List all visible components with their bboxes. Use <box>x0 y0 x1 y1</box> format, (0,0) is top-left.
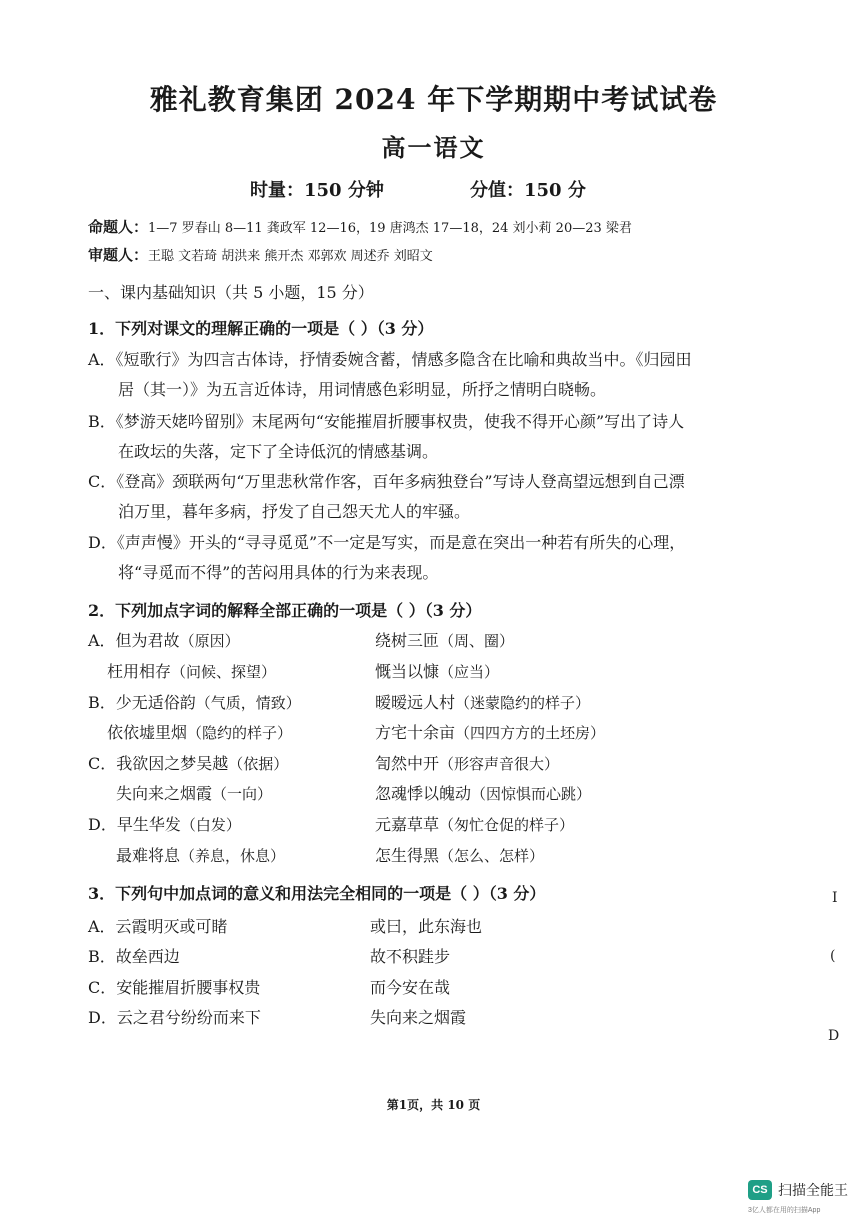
q3-row: A．云霞明灭或可睹 <box>88 917 228 936</box>
question-3-stem: 3．下列句中加点词的意义和用法完全相同的一项是（ ）（3 分） <box>88 884 546 903</box>
q3-row: C．安能摧眉折腰事权贵 <box>88 978 261 997</box>
section-heading: 一、课内基础知识（共 5 小题，15 分） <box>88 283 374 302</box>
q2-row: C．我欲因之梦吴越（依据） <box>88 754 289 773</box>
edge-mark: D <box>828 1028 840 1044</box>
q2-row: 方宅十余亩（四四方方的土坯房） <box>375 723 606 742</box>
q1-option-a <box>88 345 692 405</box>
q2-row: 元嘉草草（匆忙仓促的样子） <box>375 815 575 834</box>
q2-row: 暧暧远人村（迷蒙隐约的样子） <box>375 693 591 712</box>
edge-mark: I <box>832 890 838 906</box>
q1-option-b <box>88 407 684 467</box>
q1-option-c-line1: C．《登高》颈联两句“万里悲秋常作客，百年多病独登台”写诗人登高望远想到自己漂 <box>88 472 685 491</box>
exam-subject: 高一语文 <box>381 133 486 162</box>
q3-row: 或曰，此东海也 <box>370 917 483 936</box>
authors-line <box>88 216 632 237</box>
authors-text: 1—7 罗春山 8—11 龚政军 12—16，19 唐鸿杰 17—18，24 刘小莉 20—23 梁君 <box>148 221 632 236</box>
q2-row: 忽魂悸以魄动（因惊惧而心跳） <box>375 784 592 803</box>
q1-option-d <box>88 528 685 588</box>
exam-title: 雅礼教育集团 2024 年下学期期中考试试卷 <box>149 83 718 116</box>
q3-row: B．故垒西边 <box>88 947 180 966</box>
q2-row: 依依墟里烟（隐约的样子） <box>107 723 293 742</box>
q2-row: 绕树三匝（周、圈） <box>375 631 515 650</box>
exam-total-score: 分值：150 分 <box>470 180 586 201</box>
authors-label: 命题人： <box>88 218 149 236</box>
q1-option-b-line2: 在政坛的失落，定下了全诗低沉的情感基调。 <box>118 442 439 461</box>
q2-row: 怎生得黑（怎么、怎样） <box>375 846 545 865</box>
q1-option-a-line2: 居（其一）》为五言近体诗，用词情感色彩明显，所抒之情明白晓畅。 <box>118 380 607 399</box>
q1-option-d-line2: 将“寻觅而不得”的苦闷用具体的行为来表现。 <box>118 563 439 582</box>
scanner-tagline: 3亿人都在用的扫描App <box>748 1207 821 1214</box>
reviewers-text: 王聪 文若琦 胡洪来 熊开杰 邓郭欢 周述乔 刘昭文 <box>148 249 433 264</box>
reviewers-line <box>88 244 433 265</box>
scanner-logo-icon: CS <box>748 1180 772 1200</box>
q1-option-a-line1: A．《短歌行》为四言古体诗，抒情委婉含蓄，情感多隐含在比喻和典故当中。《归园田 <box>88 350 692 369</box>
question-2-stem: 2．下列加点字词的解释全部正确的一项是（ ）（3 分） <box>88 601 482 620</box>
q2-row: D．早生华发（白发） <box>88 815 241 834</box>
q1-option-b-line1: B．《梦游天姥吟留别》末尾两句“安能摧眉折腰事权贵，使我不得开心颜”写出了诗人 <box>88 412 685 431</box>
page-number: 第1页，共 10 页 <box>386 1098 481 1112</box>
scanner-watermark <box>748 1180 848 1200</box>
q2-row: A．但为君故（原因） <box>88 631 240 650</box>
q2-row: 訇然中开（形容声音很大） <box>375 754 560 773</box>
q1-option-c-line2: 泊万里，暮年多病，抒发了自己怨天尤人的牢骚。 <box>118 502 471 521</box>
q2-row: 慨当以慷（应当） <box>375 662 500 681</box>
q3-row: 而今安在哉 <box>370 978 451 997</box>
q1-option-d-line1: D．《声声慢》开头的“寻寻觅觅”不一定是写实，而是意在突出一种若有所失的心理， <box>88 533 686 552</box>
question-1-stem: 1．下列对课文的理解正确的一项是（ ）（3 分） <box>88 319 434 338</box>
q2-row: 枉用相存（问候、探望） <box>107 662 277 681</box>
q3-row: 故不积跬步 <box>370 947 451 966</box>
edge-mark: ( <box>830 948 836 964</box>
exam-duration: 时量：150 分钟 <box>250 180 384 201</box>
q2-row: 最难将息（养息，休息） <box>116 846 286 865</box>
reviewers-label: 审题人： <box>88 246 149 264</box>
scanner-name: 扫描全能王 <box>778 1182 848 1198</box>
q2-row: B．少无适俗韵（气质，情致） <box>88 693 301 712</box>
q1-option-c <box>88 467 685 527</box>
q2-row: 失向来之烟霞（一向） <box>116 784 273 803</box>
q3-row: 失向来之烟霞 <box>370 1008 467 1027</box>
q3-row: D．云之君兮纷纷而来下 <box>88 1008 261 1027</box>
